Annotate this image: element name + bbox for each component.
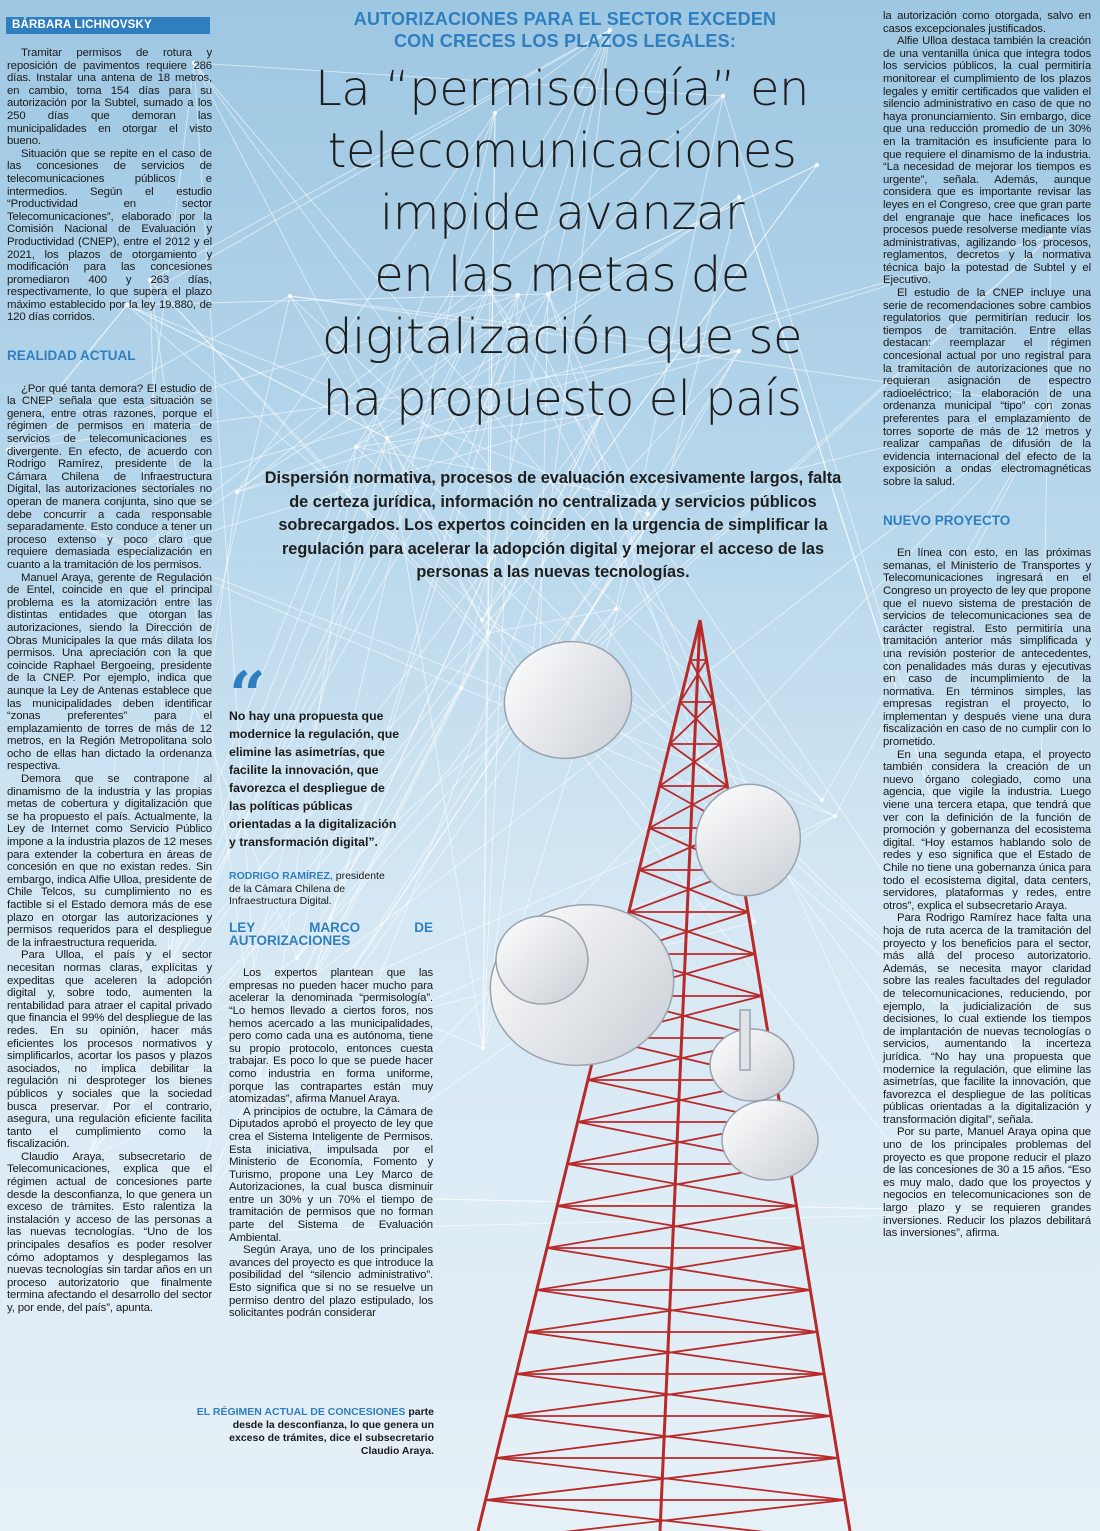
headline-line: digitalización que se <box>322 309 802 365</box>
body-paragraph: Según Araya, uno de los principales avances del proyecto es que introduce la posibilidad del “silencio administrativo”. Esto significa que si no se resuelve un permiso dentro del plazo estipulado, los solicitantes podrán considerar <box>229 1244 433 1320</box>
quote-mark-icon: “ <box>229 658 266 733</box>
body-paragraph: Tramitar permisos de rotura y reposición de pavimentos requiere 286 días. Instalar una antena de 18 metros, en cambio, toma 154 días para su autorización por la Subtel, sumado a los 250 días que demoran las municipalidades en otorgar el visto bueno. <box>7 47 212 148</box>
byline: BÁRBARA LICHNOVSKY <box>6 17 210 34</box>
body-paragraph: Alfie Ulloa destaca también la creación de una ventanilla única que integra todos los servicios públicos, la cual permitiría monitorear el cumplimiento de los plazos legales y emitir certificados que validen el silencio administrativo en caso de que no haya pronunciamiento. Sin embargo, dice que una reducción promedio de un 30% en la tramitación es insuficiente para lo que requiere el dinamismo de la industria. “La necesidad de mejorar los tiempos es urgente”, señala. Además, aunque considera que es importante revisar las leyes en el Congreso, cree que gran parte del engranaje que hace ineficaces los procesos puede resolverse mediante vías administrativas, agilizando los procesos, reglamentos, decretos y la normativa técnica bajo la potestad de Subtel y el Ejecutivo. <box>883 35 1091 287</box>
pull-quote-attribution <box>229 870 399 908</box>
body-paragraph: Manuel Araya, gerente de Regulación de Entel, coincide en que el principal problema es la atomización entre las distintas entidades que otorgan las autorizaciones, siendo la Dirección de Obras Municipales la que más dilata los permisos. Una apreciación con la que coincide Raphael Bergoeing, presidente de la CNEP. Por ejemplo, indica que aunque la Ley de Antenas establece que las municipalidades deben identificar “zonas preferentes” para el emplazamiento de torres de más de 12 metros, en la Región Metropolitana solo ocho de ellas han dictado la ordenanza respectiva. <box>7 571 212 773</box>
kicker <box>300 8 830 52</box>
caption-text: parte desde la desconfianza, lo que genera un exceso de trámites, dice el subsecretario Claudio Araya. <box>229 1406 434 1457</box>
body-paragraph: Por su parte, Manuel Araya opina que uno de los principales problemas del proyecto es que propone reducir el plazo de las concesiones de 30 a 15 años. “Eso es muy malo, dado que los proyectos y negocios en telecomunicaciones son de largo plazo y se requieren grandes inversiones. Reducir los plazos debilitará las inversiones”, afirma. <box>883 1126 1091 1240</box>
kicker-line: AUTORIZACIONES PARA EL SECTOR EXCEDEN <box>353 9 777 29</box>
column-left <box>7 47 212 1315</box>
body-paragraph: A principios de octubre, la Cámara de Diputados aprobó el proyecto de ley que crea el Sistema Inteligente de Permisos. Esta iniciativa, impulsada por el Ministerio de Economía, Fomento y Turismo, propone una Ley Marco de Autorizaciones, la cual busca disminuir entre un 30% y un 70% el tiempo de tramitación de permisos que no forman parte del Sistema de Evaluación Ambiental. <box>229 1105 433 1244</box>
body-paragraph: Claudio Araya, subsecretario de Telecomunicaciones, explica que el régimen actual de concesiones parte desde la desconfianza, lo que genera un exceso de trámites. Esto ralentiza la instalación y acceso de las personas a las nuevas tecnologías. “Uno de los principales desafíos es poder resolver cómo adoptamos y desplegamos las nuevas tecnologías sin tardar años en un proceso autorizatorio que finalmente termina afectando el desarrollo del sector y, por ende, del país”, apunta. <box>7 1150 212 1314</box>
caption-lead: EL RÉGIMEN ACTUAL DE CONCESIONES <box>196 1406 406 1418</box>
body-paragraph: la autorización como otorgada, salvo en casos excepcionales justificados. <box>883 10 1091 35</box>
section-subhead: NUEVO PROYECTO <box>883 512 1011 528</box>
section-subhead: REALIDAD ACTUAL <box>7 348 136 364</box>
body-paragraph: Para Rodrigo Ramírez hace falta una hoja de ruta acerca de la tramitación del proyecto y los beneficios para el sector, más allá del proceso autorizatorio. Además, se necesita mayor claridad sobre las reales facultades del regulador de telecomunicaciones, reduciendo, por ejemplo, la judicialización de sus decisiones, lo cual extiende los tiempos de implantación de nuevas tecnologías o servicios, aumentando la incerteza jurídica. “No hay una propuesta que modernice la regulación, que elimine las asimetrías, que facilite la innovación, que favorezca el despliegue de las políticas públicas orientadas a la digitalización y transformación digital”, señala. <box>883 912 1091 1126</box>
body-paragraph: Los expertos plantean que las empresas no pueden hacer mucho para acelerar la denominada “permisología”. “Lo hemos llevado a ciertos foros, nos hemos acercado a las municipalidades, pero como cada una es autónoma, tiene su propio protocolo, entonces cuesta trabajar. Es poco lo que se puede hacer como industria en forma uniforme, porque las contrapartes están muy atomizadas”, afirma Manuel Araya. <box>229 967 433 1106</box>
column-right <box>883 10 1091 1240</box>
column-middle <box>229 922 433 1320</box>
body-paragraph: En una segunda etapa, el proyecto también considera la creación de un nuevo órgano colegiado, como una agencia, que vigile la industria. Luego viene una tercera etapa, que tendrá que ver con la definición de la función de promoción y gobernanza del ecosistema digital. “Hoy estamos hablando solo de redes y eso significa que el Estado de Chile no tiene una gobernanza única para todo el ecosistema digital, data centers, servidores, plataformas y redes, entre otros”, explica el subsecretario Araya. <box>883 748 1091 912</box>
headline-line: en las metas de <box>374 247 750 303</box>
pull-quote: No hay una propuesta que modernice la regulación, que elimine las asimetrías, que facilite la innovación, que favorezca el despliegue de las políticas públicas orientadas a la digitalización y transformación digital”. <box>229 709 400 849</box>
quote-author: RODRIGO RAMÍREZ, <box>229 870 333 882</box>
tower-structure <box>475 620 851 1531</box>
headline <box>262 58 862 430</box>
kicker-line: CON CRECES LOS PLAZOS LEGALES: <box>393 31 737 51</box>
body-paragraph: Situación que se repite en el caso de las concesiones de servicios de telecomunicaciones públicos e intermedios. Según el estudio “Productividad en sector Telecomunicaciones”, elaborado por la Comisión Nacional de Evaluación y Productividad (CNEP), entre el 2012 y el 2021, los plazos de otorgamiento y modificación para las concesiones promediaron 400 y 263 días, respectivamente, lo que supera el plazo máximo establecido por la ley 19.880, de 120 días corridos. <box>7 147 212 324</box>
photo-caption <box>196 1406 434 1458</box>
dek: Dispersión normativa, procesos de evaluación excesivamente largos, falta de certeza jurídica, información no centralizada y servicios públicos sobrecargados. Los expertos coinciden en la urgencia de simplificar la regulación para acelerar la adopción digital y mejorar el acceso de las personas a las nuevas tecnologías. <box>264 469 842 581</box>
antenna-dishes <box>478 627 818 1180</box>
headline-line: La “permisología” en <box>315 61 809 117</box>
body-paragraph: Demora que se contrapone al dinamismo de la industria y las propias metas de cobertura y digitalización que se ha propuesto el país. Actualmente, la Ley de Internet como Servicio Público impone a la industria plazos de 12 meses para extender la cobertura en áreas de concesión en que no existan redes. Sin embargo, indica Alfie Ulloa, presidente de Chile Telcos, su cumplimiento no es factible si el Estado demora más de ese plazo en otorgar las autorizaciones y permisos requeridos para el despliegue de la infraestructura requerida. <box>7 773 212 949</box>
body-paragraph: Para Ulloa, el país y el sector necesitan normas claras, explícitas y expeditas que aceleren la adopción digital y, sobre todo, aumenten la rentabilidad para atraer el capital privado que financia el 99% del despliegue de las redes. En su opinión, hacer más eficientes los procesos normativos y simplificarlos, acortar los pasos y plazos asociados, no implica debilitar la regulación ni desproteger los bienes públicos y sociales que la sociedad busca preservar. Por el contrario, asegura, una regulación eficiente facilita tanto el cumplimiento como la fiscalización. <box>7 949 212 1151</box>
body-paragraph: ¿Por qué tanta demora? El estudio de la CNEP señala que esta situación se genera, entre otras razones, porque el régimen de permisos en materia de servicios de telecomunicaciones es divergente. En efecto, de acuerdo con Rodrigo Ramírez, presidente de la Cámara Chilena de Infraestructura Digital, las autorizaciones sectoriales no operan de manera conjunta, sino que se debe concurrir a cada responsable separadamente. Esto conduce a tener un proceso extenso y poco claro que requiere demasiada especialización en cuanto a la tramitación de los permisos. <box>7 382 212 571</box>
section-subhead: LEY MARCO DE AUTORIZACIONES <box>229 920 433 948</box>
headline-line: impide avanzar <box>379 185 745 241</box>
headline-line: ha propuesto el país <box>322 371 802 427</box>
headline-line: telecomunicaciones <box>327 123 797 179</box>
quote-author-role: presidente de la Cámara Chilena de Infraestructura Digital. <box>229 870 385 907</box>
body-paragraph: En línea con esto, en las próximas semanas, el Ministerio de Transportes y Telecomunicaciones ingresará en el Congreso un proyecto de ley que propone que el nuevo sistema de prestación de servicios de telecomunicaciones sea de carácter registral. Esto permitiría una tramitación anterior más simplificada y una revisión posterior de antecedentes, con penalidades más duras y ejecutivas en caso de incumplimiento de la normativa. En términos simples, las empresas registran el proyecto, lo implementan y después viene una dura fiscalización en caso de no cumplir con lo prometido. <box>883 547 1091 749</box>
body-paragraph: El estudio de la CNEP incluye una serie de recomendaciones sobre cambios regulatorios que permitirían reducir los tiempos de tramitación. Entre ellas destacan: reemplazar el régimen concesional actual por uno registral para la tramitación de autorizaciones que no requieran asignación de espectro radioeléctrico; la elaboración de una ordenanza municipal “tipo” con zonas preferentes para el emplazamiento de torres soporte de más de 12 metros y realizar campañas de difusión de la evidencia internacional del efecto de la exposición a ondas electromagnéticas sobre la salud. <box>883 287 1091 488</box>
